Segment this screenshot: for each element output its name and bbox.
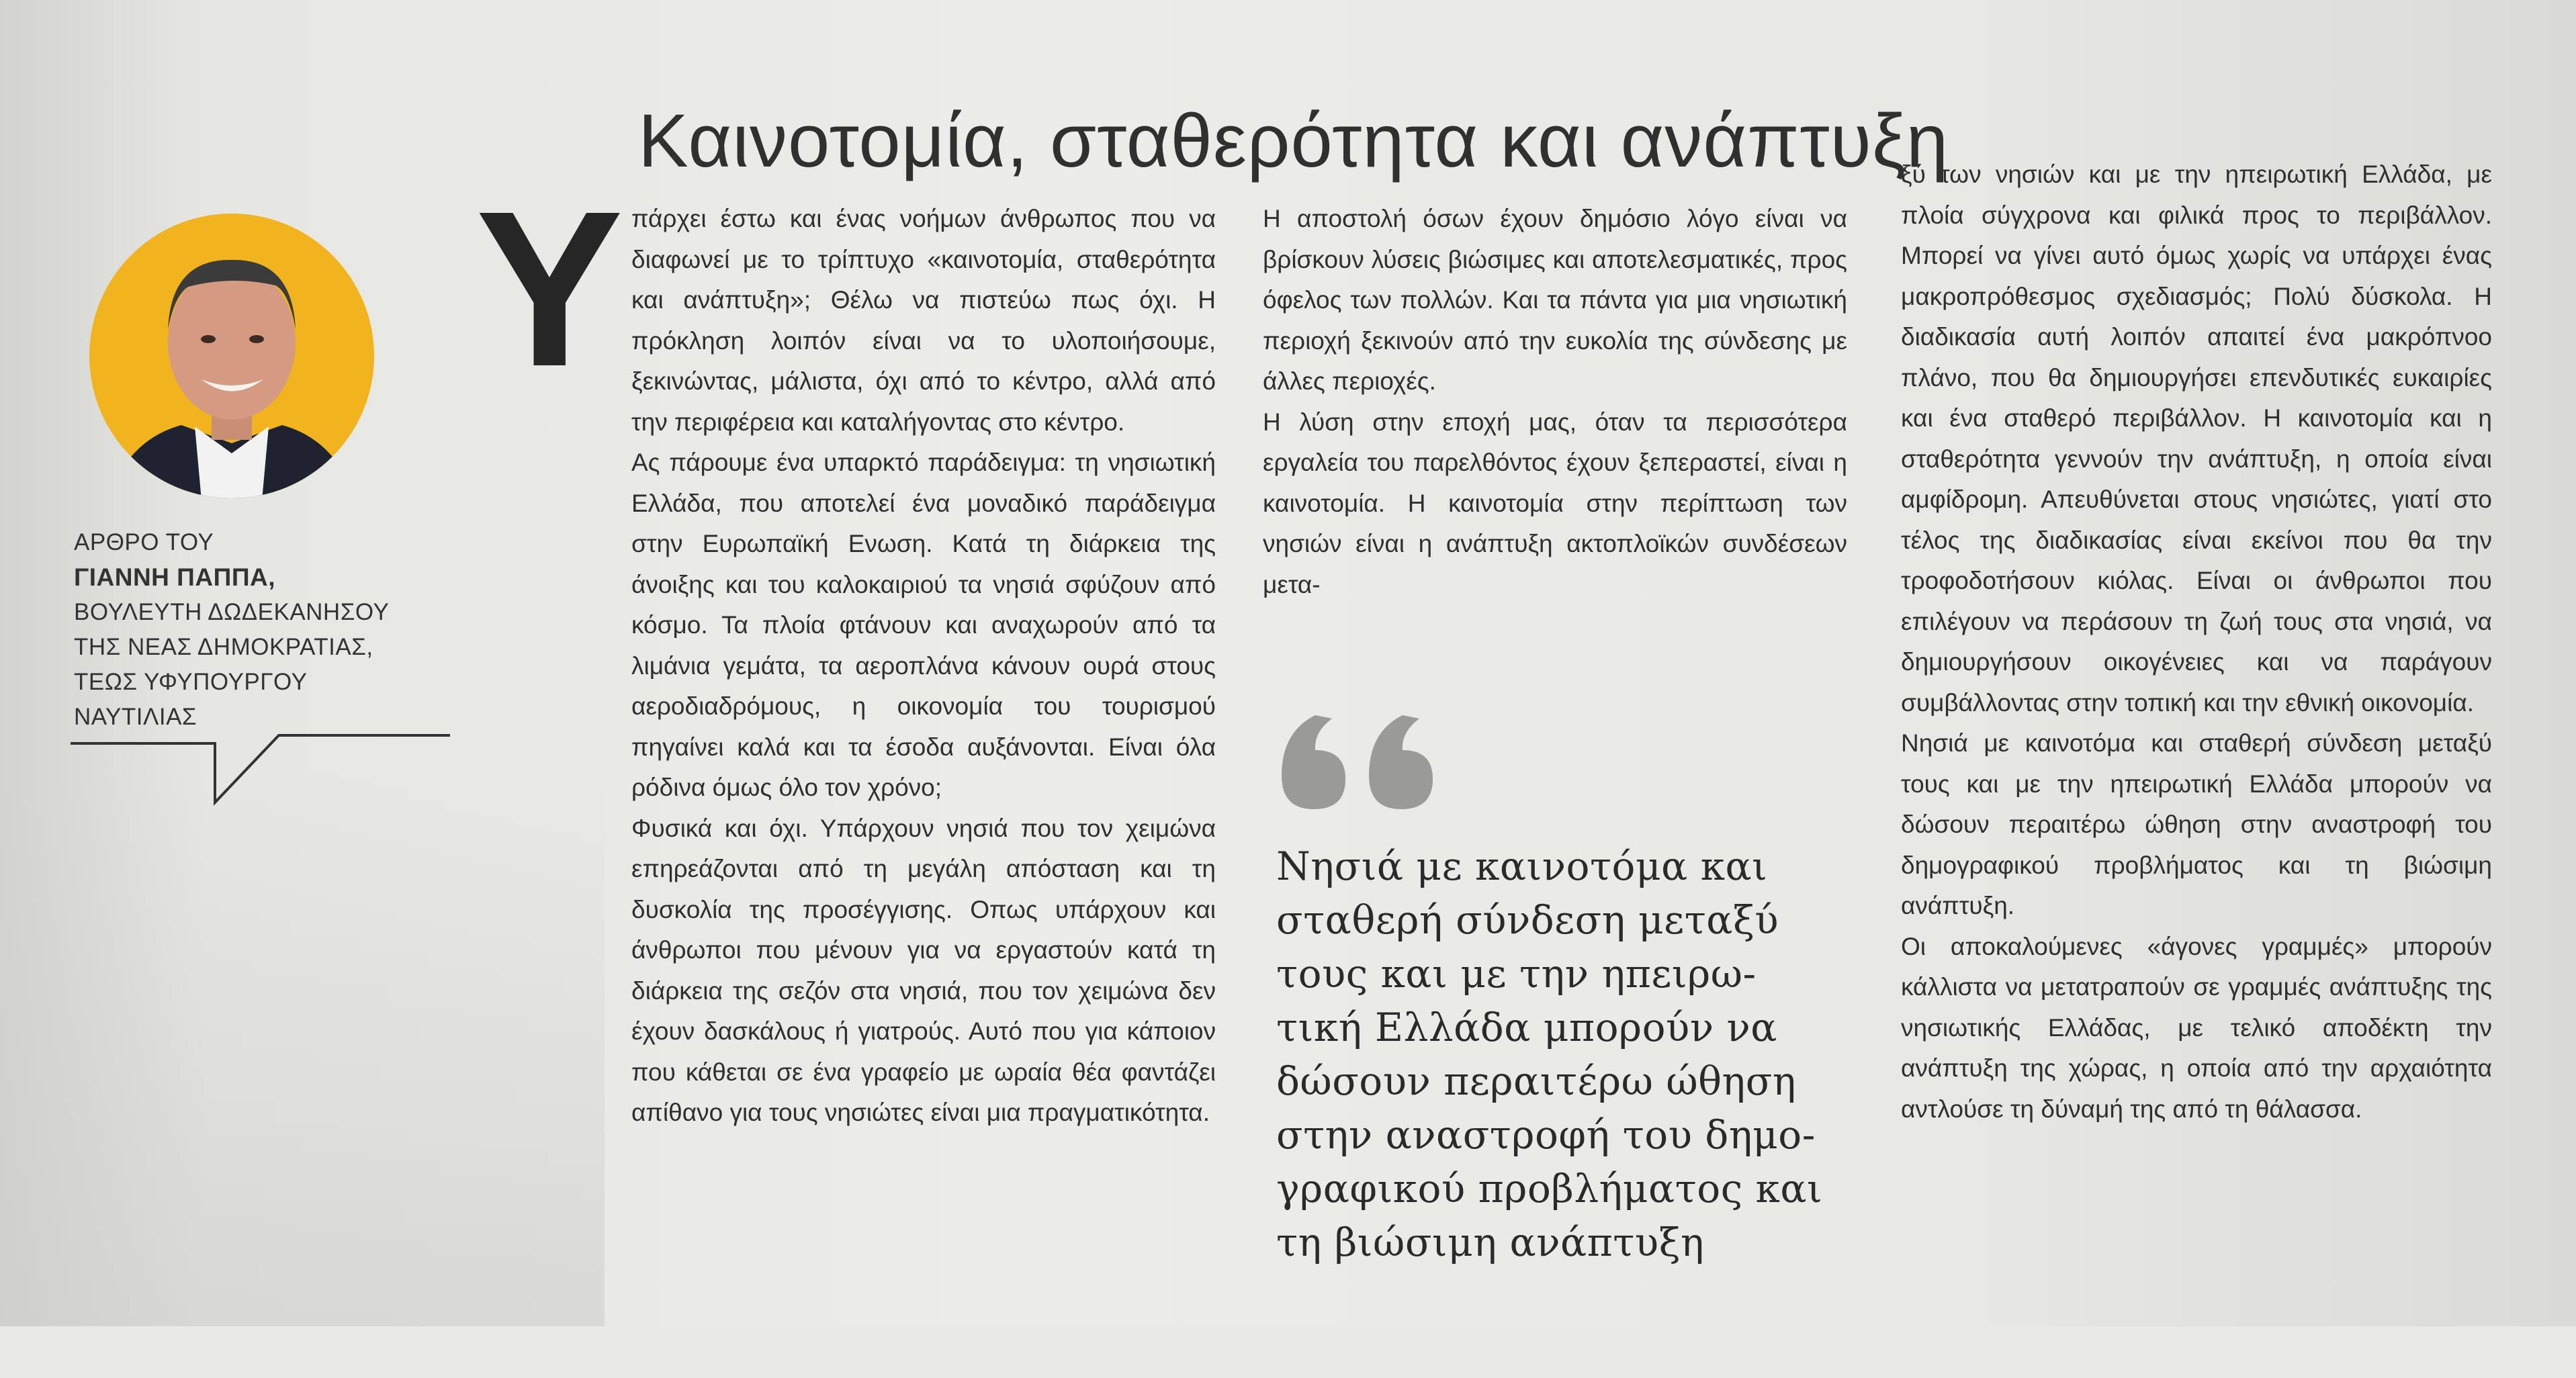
article-column-2 [1263, 199, 1847, 605]
pull-quote [1276, 839, 1854, 1269]
paragraph: Ας πάρουμε ένα υπαρκτό παράδειγμα: τη νησιωτική Ελλάδα, που αποτελεί ένα μοναδικό παράδειγμα στην Ευρωπαϊκή Ενωση. Κατά τη διάρκεια της άνοιξης και του καλοκαιριού τα νησιά σφύζουν από κόσμο. Τα πλοία φτάνουν και αναχωρούν από τα λιμάνια γεμάτα, τα αεροπλάνα κάνουν ουρά στους αεροδιαδρόμους, η οικονομία του τουρισμού πηγαίνει καλά και τα έσοδα αυξάνονται. Είναι όλα ρόδινα όμως όλο τον χρόνο; [631, 449, 1216, 801]
paragraph: Φυσικά και όχι. Υπάρχουν νησιά που τον χειμώνα επηρεάζονται από τη μεγάλη απόσταση και τη δυσκολία της προσέγγισης. Οπως υπάρχουν και άνθρωποι που μένουν για να εργαστούν κατά τη διάρκεια της σεζόν στα νησιά, που τον χειμώνα δεν έχουν δασκάλους ή γιατρούς. Αυτό που για κάποιον που κάθεται σε ένα γραφείο με ωραία θέα φαντάζει απίθανο για τους νησιώτες είναι μια πραγματικότητα. [631, 814, 1216, 1126]
byline-callout-line [71, 729, 450, 809]
quote-marks-icon [1268, 702, 1450, 816]
pull-quote-line: Νησιά με καινοτόμα και [1276, 843, 1768, 889]
paragraph: Η αποστολή όσων έχουν δημόσιο λόγο είναι να βρίσκουν λύσεις βιώσιμες και αποτελεσματικές, προς όφελος των πολλών. Και τα πάντα για μια νησιωτική περιοχή ξεκινούν από την ευκολία της σύνδεσης με άλλες περιοχές. [1263, 205, 1847, 395]
paragraph: ξύ των νησιών και με την ηπειρωτική Ελλάδα, με πλοία σύγχρονα και φιλικά προς το περιβάλλον. Μπορεί να γίνει αυτό όμως χωρίς να υπάρχει ένας μακροπρόθεσμος σχεδιασμός; Πολύ δύσκολα. Η διαδικασία αυτή λοιπόν απαιτεί ένα μακρόπνοο πλάνο, που θα δημιουργήσει επενδυτικές ευκαιρίες και ένα σταθερό περιβάλλον. Η καινοτομία και η σταθερότητα γεννούν την ανάπτυξη, η οποία είναι αμφίδρομη. Απευθύνεται στους νησιώτες, γιατί στο τέλος της διαδικασίας είναι εκείνοι που θα την τροφοδοτήσουν κιόλας. Είναι οι άνθρωποι που επιλέγουν να περάσουν τη ζωή τους στα νησιά, να δημιουργήσουν οικογένειες και να παράγουν συμβάλλοντας στην τοπική και την εθνική οικονομία. [1901, 160, 2492, 717]
author-title-line: ΤΕΩΣ ΥΦΥΠΟΥΡΓΟΥ [74, 669, 308, 695]
paragraph: Νησιά με καινοτόμα και σταθερή σύνδεση μεταξύ τους και με την ηπειρωτική Ελλάδα μπορούν να δώσουν περαιτέρω ώθηση στην αναστροφή του δημογραφικού προβλήματος και τη βιώσιμη ανάπτυξη. [1901, 729, 2492, 919]
article-headline: Καινοτομία, σταθερότητα και ανάπτυξη [638, 99, 1949, 183]
author-byline [74, 525, 450, 735]
page-bottom-edge [0, 1326, 2576, 1378]
pull-quote-line: δώσουν περαιτέρω ώθηση [1276, 1058, 1797, 1104]
pull-quote-line: τη βιώσιμη ανάπτυξη [1276, 1220, 1705, 1265]
pull-quote-line: τους και με την ηπειρω- [1276, 951, 1757, 997]
byline-prefix: ΑΡΘΡΟ ΤΟΥ [74, 529, 214, 555]
pull-quote-line: τική Ελλάδα μπορούν να [1276, 1005, 1777, 1050]
paragraph: πάρχει έστω και ένας νοήμων άνθρωπος που να διαφωνεί με το τρίπτυχο «καινοτομία, σταθερότητα και ανάπτυξη»; Θέλω να πιστεύω πως όχι. Η πρόκληση λοιπόν είναι να το υλοποιήσουμε, ξεκινώντας, μάλιστα, όχι από το κέντρο, αλλά από την περιφέρεια και καταλήγοντας στο κέντρο. [631, 205, 1216, 436]
pull-quote-line: στην αναστροφή του δημο- [1276, 1112, 1816, 1158]
author-title-line: ΝΑΥΤΙΛΙΑΣ [74, 704, 197, 730]
paragraph: Η λύση στην εποχή μας, όταν τα περισσότερα εργαλεία του παρελθόντος έχουν ξεπεραστεί, είναι η καινοτομία. Η καινοτομία στην περίπτωση των νησιών είναι η ανάπτυξη ακτοπλοϊκών συνδέσεων μετα- [1263, 408, 1847, 598]
author-title-line: ΒΟΥΛΕΥΤΗ ΔΩΔΕΚΑΝΗΣΟΥ [74, 599, 390, 625]
article-column-3 [1901, 154, 2492, 1130]
pull-quote-line: σταθερή σύνδεση μεταξύ [1276, 897, 1779, 943]
paragraph: Οι αποκαλούμενες «άγονες γραμμές» μπορούν κάλλιστα να μετατραπούν σε γραμμές ανάπτυξης της νησιωτικής Ελλάδας, με τελικό αποδέκτη την ανάπτυξη της χώρας, η οποία από την αρχαιότητα αντλούσε τη δύναμή της από τη θάλασσα. [1901, 932, 2492, 1123]
author-name: ΓΙΑΝΝΗ ΠΑΠΠΑ, [74, 563, 276, 591]
author-title-line: ΤΗΣ ΝΕΑΣ ΔΗΜΟΚΡΑΤΙΑΣ, [74, 634, 373, 660]
pull-quote-line: γραφικού προβλήματος και [1276, 1166, 1823, 1211]
page-fold-shadow [0, 772, 605, 1377]
article-column-1 [631, 199, 1216, 1134]
drop-cap: Υ [476, 165, 624, 412]
author-portrait [81, 212, 383, 500]
